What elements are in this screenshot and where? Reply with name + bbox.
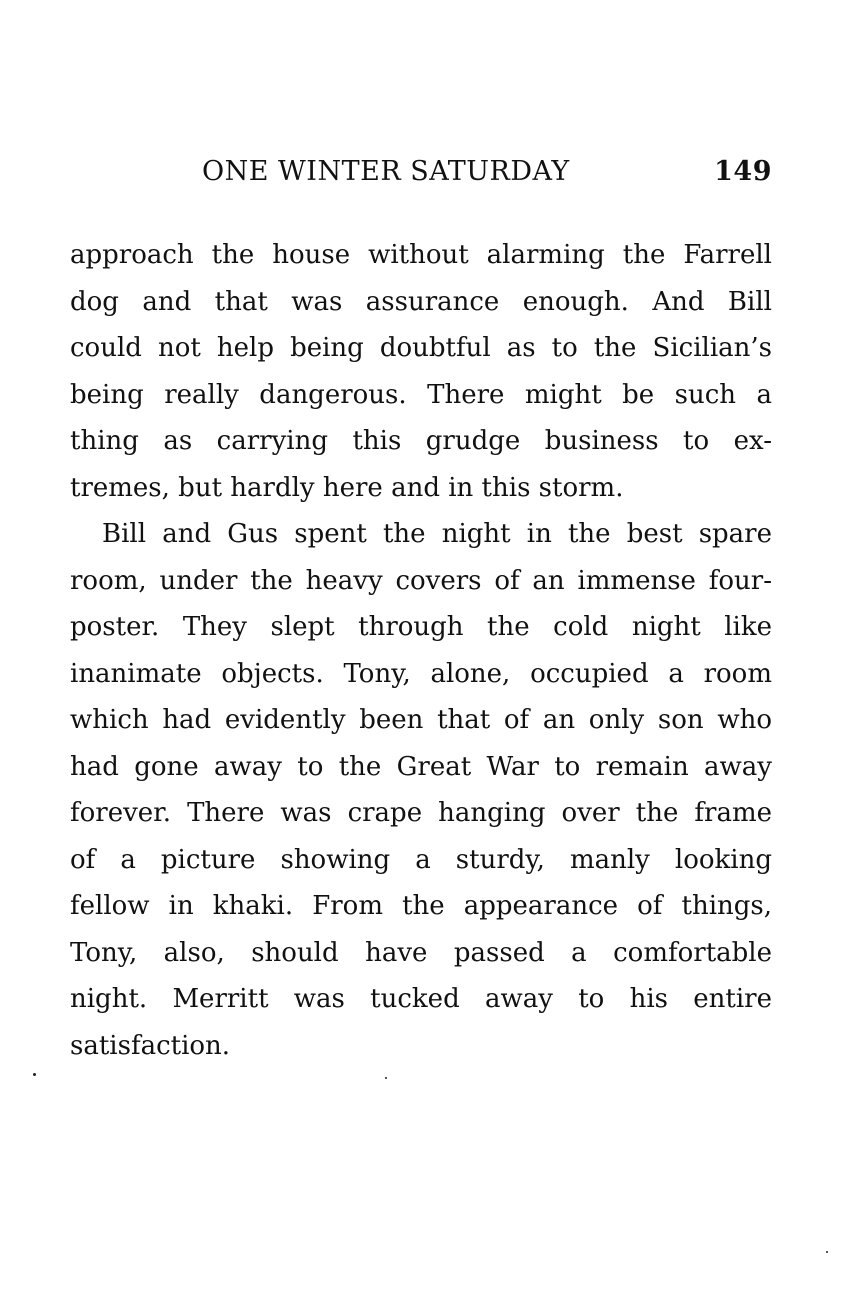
text-line: which had evidently been that of an only son who bbox=[70, 705, 772, 735]
running-title: ONE WINTER SATURDAY bbox=[202, 156, 570, 187]
paragraph-2 bbox=[70, 511, 772, 1069]
text-line: night. Merritt was tucked away to his entire bbox=[70, 984, 772, 1014]
text-line: tremes, but hardly here and in this storm. bbox=[70, 472, 624, 503]
text-line: satisfaction. bbox=[70, 1030, 231, 1061]
text-line: approach the house without alarming the Farrell bbox=[70, 240, 772, 270]
text-line: fellow in khaki. From the appearance of things, bbox=[70, 891, 772, 921]
scan-speck bbox=[33, 1073, 36, 1076]
text-line: Bill and Gus spent the night in the best spare bbox=[102, 519, 772, 549]
text-line: inanimate objects. Tony, alone, occupied a room bbox=[70, 658, 772, 689]
scan-speck bbox=[385, 1077, 387, 1079]
running-head bbox=[70, 156, 772, 196]
paragraph-1 bbox=[70, 232, 772, 511]
text-line: forever. There was crape hanging over the frame bbox=[70, 798, 772, 828]
text-line: room, under the heavy covers of an immense four- bbox=[70, 565, 772, 596]
text-line: thing as carrying this grudge business to ex- bbox=[70, 426, 772, 456]
body-text bbox=[70, 232, 772, 1069]
text-line: could not help being doubtful as to the Sicilian’s bbox=[70, 333, 772, 363]
text-line: being really dangerous. There might be such a bbox=[70, 379, 772, 410]
text-line: had gone away to the Great War to remain away bbox=[70, 751, 772, 782]
page-number: 149 bbox=[714, 156, 772, 187]
text-line: Tony, also, should have passed a comfortable bbox=[70, 937, 772, 968]
text-line: of a picture showing a sturdy, manly looking bbox=[70, 844, 772, 875]
scan-speck bbox=[826, 1251, 828, 1253]
text-line: poster. They slept through the cold night like bbox=[70, 612, 772, 642]
text-line: dog and that was assurance enough. And Bill bbox=[70, 286, 772, 317]
